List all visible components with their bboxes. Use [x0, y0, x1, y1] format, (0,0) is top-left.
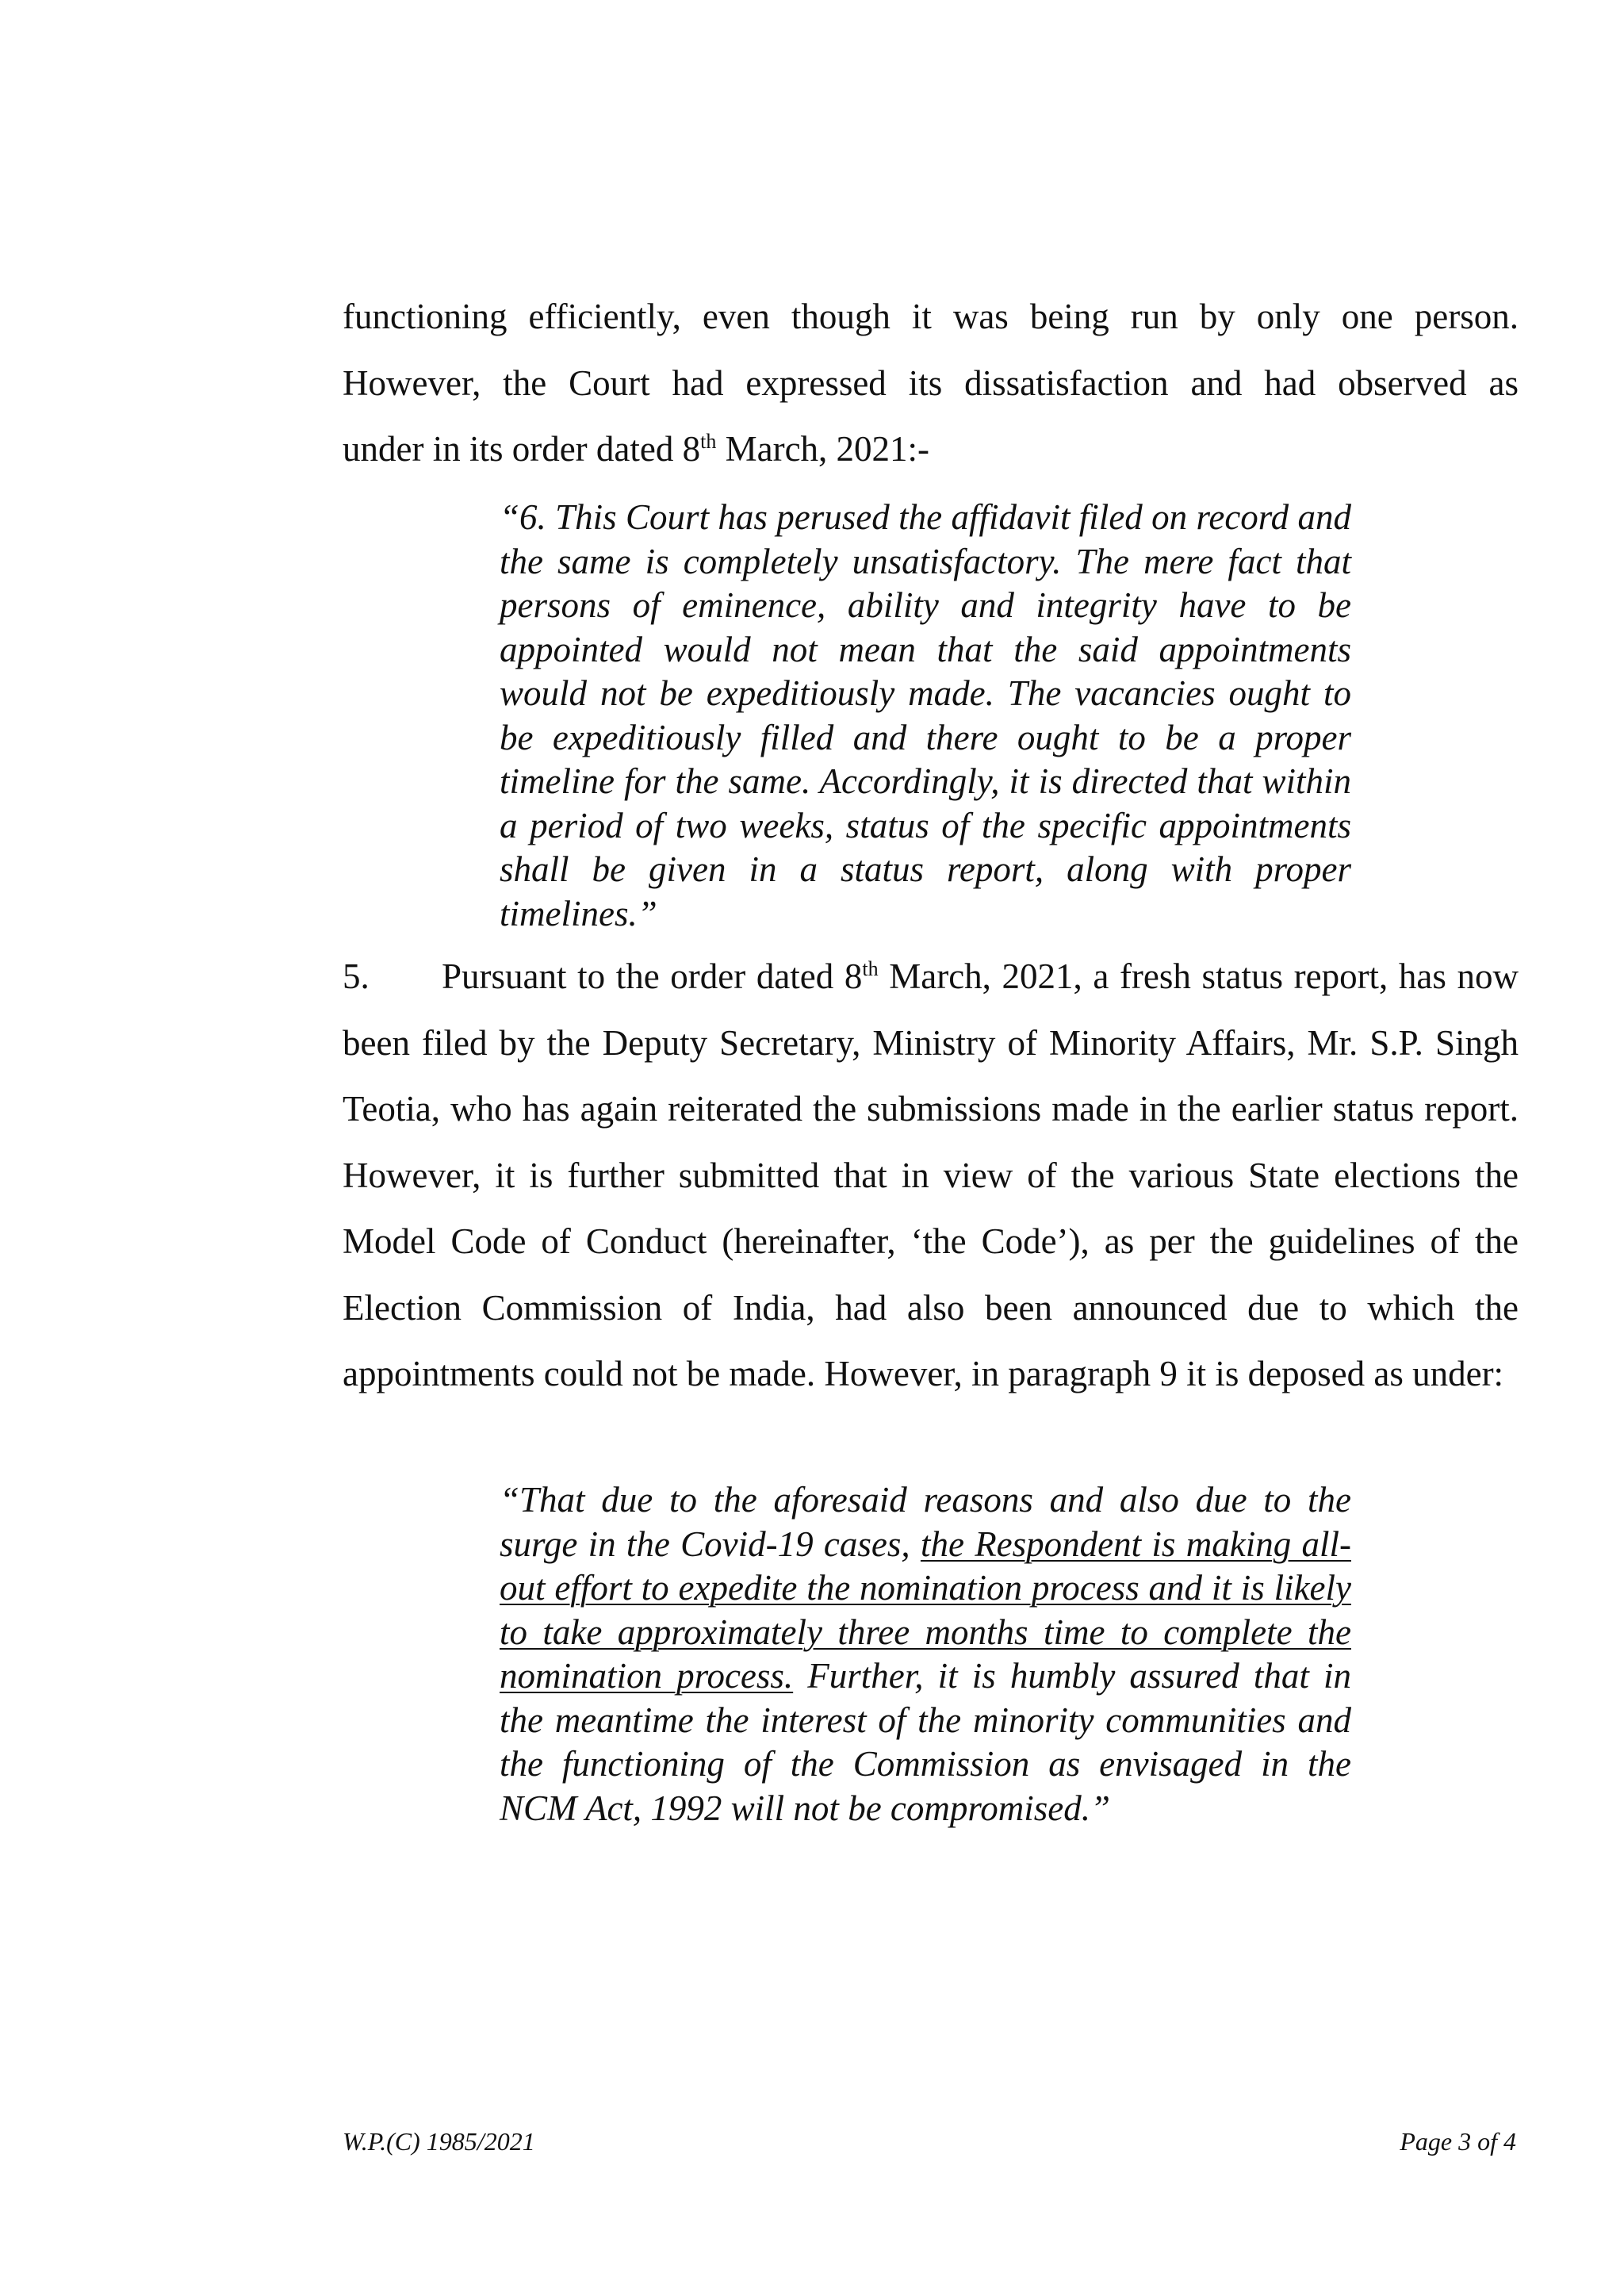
block-quote-order	[500, 496, 1351, 936]
text-run: Pursuant to the order dated 8	[442, 956, 863, 996]
paragraph-text	[343, 944, 1519, 1408]
footer-case-number: W.P.(C) 1985/2021	[343, 2127, 535, 2156]
quote-text: “6. This Court has perused the affidavit filed on record and the same is completely unsatisfactory. The mere fact that persons of eminence, ability and integrity have to be appointed would not mean that the said appointments would not be expeditiously made. The vacancies ought to be expeditiously filled and there ought to be a proper timeline for the same. Accordingly, it is directed that within a period of two weeks, status of the specific appointments shall be given in a status report, along with proper timelines.”	[500, 497, 1351, 933]
paragraph-line	[343, 416, 1519, 483]
text-run: under in its order dated 8	[343, 429, 701, 469]
text-run: Further, it is humbly assured that in the meantime the interest of the minority communities and the functioning of the Commission as envisaged in the NCM Act, 1992 will not be compromised.”	[500, 1656, 1351, 1828]
paragraph-continuation	[343, 284, 1519, 483]
text-run: March, 2021:-	[716, 429, 930, 469]
paragraph-line: However, the Court had expressed its dissatisfaction and had observed as	[343, 362, 1519, 403]
text-run: “That due to the aforesaid reasons and also due to the surge in the Covid-19 cases,	[500, 1480, 1351, 1564]
ordinal-superscript: th	[862, 957, 879, 980]
ordinal-superscript: th	[700, 430, 717, 453]
paragraph-number: 5.	[343, 956, 370, 996]
paragraph-5	[343, 944, 1519, 1408]
block-quote-affidavit	[500, 1478, 1351, 1830]
paragraph-line: functioning efficiently, even though it was being run by only one person.	[343, 297, 1519, 336]
footer-page-number: Page 3 of 4	[1400, 2127, 1516, 2156]
underlined-text: the Respondent is making all-out effort to expedite the nomination process and it is likely to take approximately three months time to complete the nomination process.	[500, 1524, 1351, 1696]
text-run: March, 2021, a fresh status report, has now been filed by the Deputy Secretary, Ministry of Minority Affairs, Mr. S.P. Singh Teotia, who has again reiterated the submissions made in the earlier status report. However, it is further submitted that in view of the various State elections the Model Code of Conduct (hereinafter, ‘the Code’), as per the guidelines of the Election Commission of India, had also been announced due to which the appointments could not be made. However, in paragraph 9 it is deposed as under:	[343, 956, 1519, 1393]
quote-text	[500, 1478, 1351, 1830]
